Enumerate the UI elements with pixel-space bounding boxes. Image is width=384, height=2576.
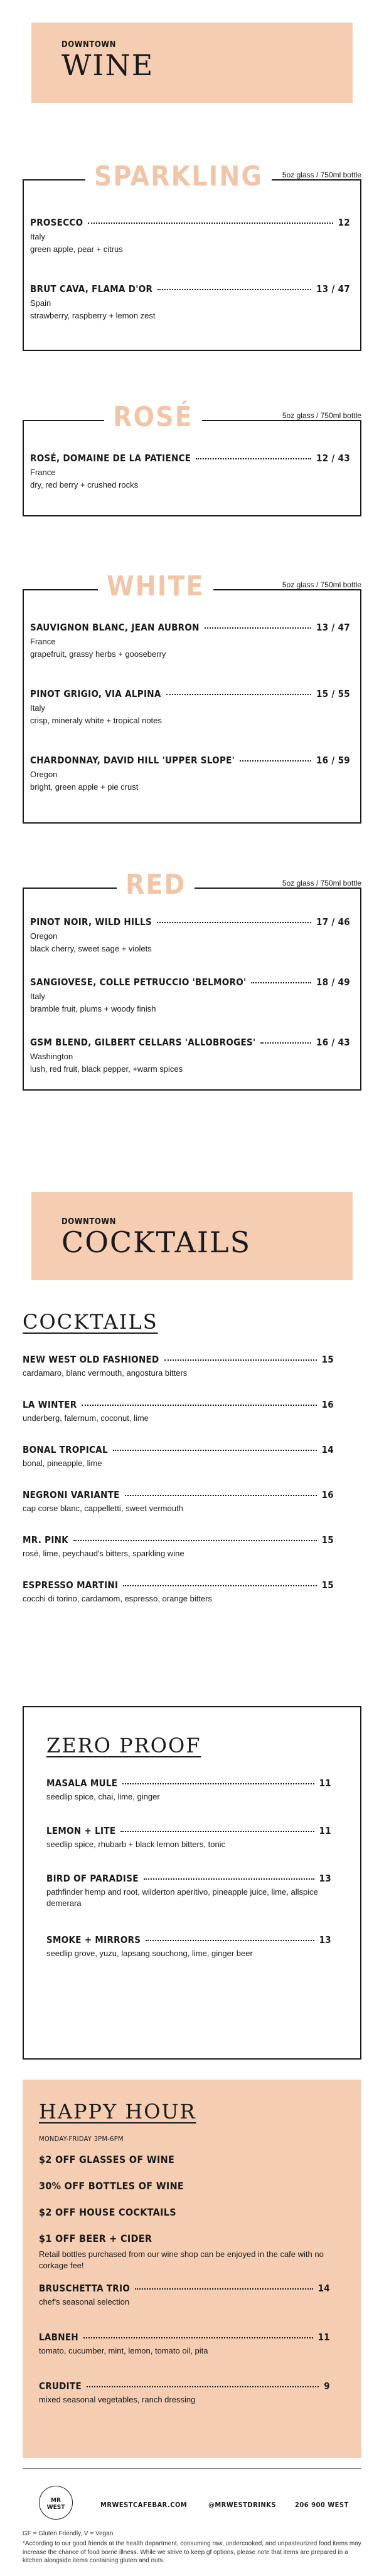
- item-description: grapefruit, grassy herbs + gooseberry: [30, 649, 166, 659]
- menu-item: [23, 1399, 334, 1424]
- item-price: 16: [321, 1399, 334, 1410]
- menu-item: [30, 283, 350, 322]
- item-name: CHARDONNAY, DAVID HILL 'UPPER SLOPE': [30, 755, 235, 766]
- item-price: 11: [319, 1825, 331, 1836]
- item-description: mixed seasonal vegetables, ranch dressing: [39, 2395, 196, 2404]
- wine-header-title: WINE: [61, 48, 154, 82]
- footer-divider: [23, 2468, 361, 2469]
- rose-title: ROSÉ: [104, 404, 202, 431]
- happy-hour-deal: $2 OFF GLASSES OF WINE: [39, 2154, 175, 2165]
- item-price: 13: [319, 1873, 331, 1884]
- item-name: PINOT GRIGIO, VIA ALPINA: [30, 688, 161, 699]
- item-description: green apple, pear + citrus: [30, 244, 123, 254]
- item-price: 12 / 43: [316, 453, 350, 464]
- menu-item: [23, 1579, 334, 1605]
- rose-section: [23, 401, 361, 526]
- item-price: 11: [319, 1778, 331, 1789]
- item-price: 15 / 55: [316, 688, 350, 699]
- item-description: seedlip spice, rhubarb + black lemon bitters, tonic: [46, 1840, 226, 1849]
- item-description: tomato, cucumber, mint, lemon, tomato oil, pita: [39, 2346, 208, 2355]
- item-name: SAUVIGNON BLANC, JEAN AUBRON: [30, 622, 200, 633]
- item-price: 11: [317, 2332, 330, 2343]
- item-price: 13 / 47: [316, 622, 350, 633]
- item-name: BRUT CAVA, FLAMA D'OR: [30, 283, 153, 295]
- health-disclaimer: *According to our good friends at the health department, consuming raw, undercooked, and unpasteurized food items may increase the chance of food borne illness. While we strive to keep gf options, please note that items are prepared in a kitchen alongside items containing gluten and nuts.: [23, 2540, 361, 2564]
- item-description: cocchi di torino, cardamom, espresso, orange bitters: [23, 1594, 213, 1603]
- item-name: ESPRESSO MARTINI: [23, 1579, 119, 1591]
- item-price: 13: [319, 1934, 331, 1945]
- menu-item: [23, 1534, 334, 1559]
- item-description: chef's seasonal selection: [39, 2297, 130, 2306]
- item-name: GSM BLEND, GILBERT CELLARS 'ALLOBROGES': [30, 1037, 256, 1048]
- cocktails-title: COCKTAILS: [23, 1310, 158, 1334]
- item-description: rosé, lime, peychaud's bitters, sparkling wine: [23, 1549, 184, 1558]
- item-description: seedlip spice, chai, lime, ginger: [46, 1792, 160, 1801]
- menu-item: [23, 1489, 334, 1514]
- happy-hour-deal: $2 OFF HOUSE COCKTAILS: [39, 2206, 176, 2218]
- item-price: 9: [324, 2380, 330, 2392]
- white-title: WHITE: [98, 573, 213, 600]
- menu-item: [39, 2283, 330, 2308]
- item-price: 16: [321, 1489, 334, 1500]
- menu-item: [30, 217, 350, 255]
- item-origin: Italy: [30, 232, 45, 241]
- item-price: 13 / 47: [316, 283, 350, 295]
- item-name: LEMON + LITE: [46, 1825, 116, 1836]
- item-origin: France: [30, 468, 56, 477]
- menu-item: [46, 1778, 331, 1803]
- item-price: 15: [321, 1354, 334, 1365]
- item-price: 18 / 49: [316, 976, 350, 988]
- item-name: PINOT NOIR, WILD HILLS: [30, 916, 152, 928]
- instagram-handle[interactable]: @MRWESTDRINKS: [208, 2501, 277, 2509]
- item-origin: Italy: [30, 992, 45, 1001]
- happy-hour-deal: $1 OFF BEER + CIDER: [39, 2233, 152, 2244]
- menu-item: [23, 1444, 334, 1469]
- menu-item: [39, 2380, 330, 2406]
- cocktails-header-subtitle: DOWNTOWN: [61, 1217, 116, 1227]
- white-section: [23, 570, 361, 834]
- item-origin: Italy: [30, 703, 45, 713]
- zero-proof-title: ZERO PROOF: [46, 1734, 201, 1757]
- happy-hour-deal: 30% OFF BOTTLES OF WINE: [39, 2180, 184, 2192]
- item-description: dry, red berry + crushed rocks: [30, 480, 139, 490]
- item-price: 15: [321, 1534, 334, 1546]
- item-description: underberg, falernum, coconut, lime: [23, 1413, 149, 1423]
- item-name: BONAL TROPICAL: [23, 1444, 108, 1455]
- menu-item: [39, 2332, 330, 2357]
- website-link[interactable]: MRWESTCAFEBAR.COM: [100, 2501, 188, 2509]
- item-price: 12: [338, 217, 350, 228]
- item-origin: Oregon: [30, 770, 58, 779]
- sparkling-section: [23, 160, 361, 367]
- happy-hour-note: Retail bottles purchased from our wine shop can be enjoyed in the cafe with no corkage fee!: [39, 2249, 324, 2271]
- item-price: 16 / 43: [316, 1037, 350, 1048]
- item-name: MASALA MULE: [46, 1778, 118, 1789]
- dietary-legend: GF = Gluten Friendly, V = Vegan: [23, 2530, 114, 2537]
- menu-item: [30, 755, 350, 793]
- item-description: bonal, pineapple, lime: [23, 1458, 102, 1468]
- wine-header-banner: [31, 23, 353, 103]
- logo-text-bottom: WEST: [46, 2504, 65, 2511]
- sparkling-size-label: 5oz glass / 750ml bottle: [282, 170, 361, 179]
- sparkling-box: [23, 179, 361, 351]
- item-name: PROSECCO: [30, 217, 83, 228]
- address: 206 900 WEST: [295, 2501, 349, 2509]
- item-origin: Spain: [30, 298, 51, 308]
- item-price: 14: [321, 1444, 334, 1455]
- rose-size-label: 5oz glass / 750ml bottle: [282, 411, 361, 420]
- item-name: BIRD OF PARADISE: [46, 1873, 139, 1884]
- menu-item: [30, 916, 350, 955]
- wine-header-subtitle: DOWNTOWN: [61, 40, 116, 50]
- item-name: SANGIOVESE, COLLE PETRUCCIO 'BELMORO': [30, 976, 247, 988]
- item-description: cap corse blanc, cappelletti, sweet vermouth: [23, 1504, 183, 1513]
- menu-item: [23, 1354, 334, 1379]
- happy-hour-hours: MONDAY-FRIDAY 3PM-6PM: [39, 2135, 124, 2143]
- item-description: black cherry, sweet sage + violets: [30, 944, 152, 953]
- item-price: 15: [321, 1579, 334, 1591]
- item-name: LA WINTER: [23, 1399, 77, 1410]
- cocktails-header-title: COCKTAILS: [61, 1225, 252, 1259]
- mr-west-logo: [39, 2486, 73, 2520]
- item-description: bright, green apple + pie crust: [30, 782, 139, 792]
- logo-text-top: MR: [51, 2497, 61, 2504]
- menu-item: [30, 976, 350, 1015]
- item-description: lush, red fruit, black pepper, +warm spices: [30, 1064, 183, 1074]
- item-price: 17 / 46: [316, 916, 350, 928]
- item-price: 14: [317, 2283, 330, 2294]
- item-name: BRUSCHETTA TRIO: [39, 2283, 131, 2294]
- item-origin: Oregon: [30, 931, 58, 941]
- sparkling-title: SPARKLING: [85, 163, 272, 191]
- item-description: bramble fruit, plums + woody finish: [30, 1004, 156, 1013]
- item-name: ROSÉ, DOMAINE DE LA PATIENCE: [30, 453, 191, 464]
- menu-item: [30, 622, 350, 660]
- happy-hour-title: HAPPY HOUR: [39, 2100, 196, 2123]
- item-origin: Washington: [30, 1052, 73, 1061]
- item-name: CRUDITE: [39, 2380, 82, 2392]
- red-section: [23, 869, 361, 1107]
- white-size-label: 5oz glass / 750ml bottle: [282, 580, 361, 589]
- item-name: NEGRONI VARIANTE: [23, 1489, 120, 1500]
- item-description: seedlip grove, yuzu, lapsang souchong, lime, ginger beer: [46, 1949, 253, 1958]
- menu-item: [46, 1934, 331, 1959]
- item-name: LABNEH: [39, 2332, 78, 2343]
- item-name: NEW WEST OLD FASHIONED: [23, 1354, 159, 1365]
- menu-item: [30, 688, 350, 726]
- red-title: RED: [117, 871, 195, 899]
- menu-item: [30, 1037, 350, 1075]
- menu-item: [46, 1825, 331, 1850]
- item-description: pathfinder hemp and root, wilderton aperitivo, pineapple juice, lime, allspice demerara: [46, 1887, 318, 1908]
- item-price: 16 / 59: [316, 755, 350, 766]
- menu-item: [46, 1873, 331, 1908]
- item-description: cardamaro, blanc vermouth, angostura bitters: [23, 1368, 188, 1378]
- menu-item: [30, 453, 350, 491]
- item-description: crisp, mineraly white + tropical notes: [30, 716, 162, 725]
- red-size-label: 5oz glass / 750ml bottle: [282, 879, 361, 887]
- item-name: MR. PINK: [23, 1534, 68, 1546]
- item-description: strawberry, raspberry + lemon zest: [30, 311, 156, 320]
- item-origin: France: [30, 637, 56, 646]
- item-name: SMOKE + MIRRORS: [46, 1934, 141, 1945]
- cocktails-header-banner: [31, 1192, 353, 1280]
